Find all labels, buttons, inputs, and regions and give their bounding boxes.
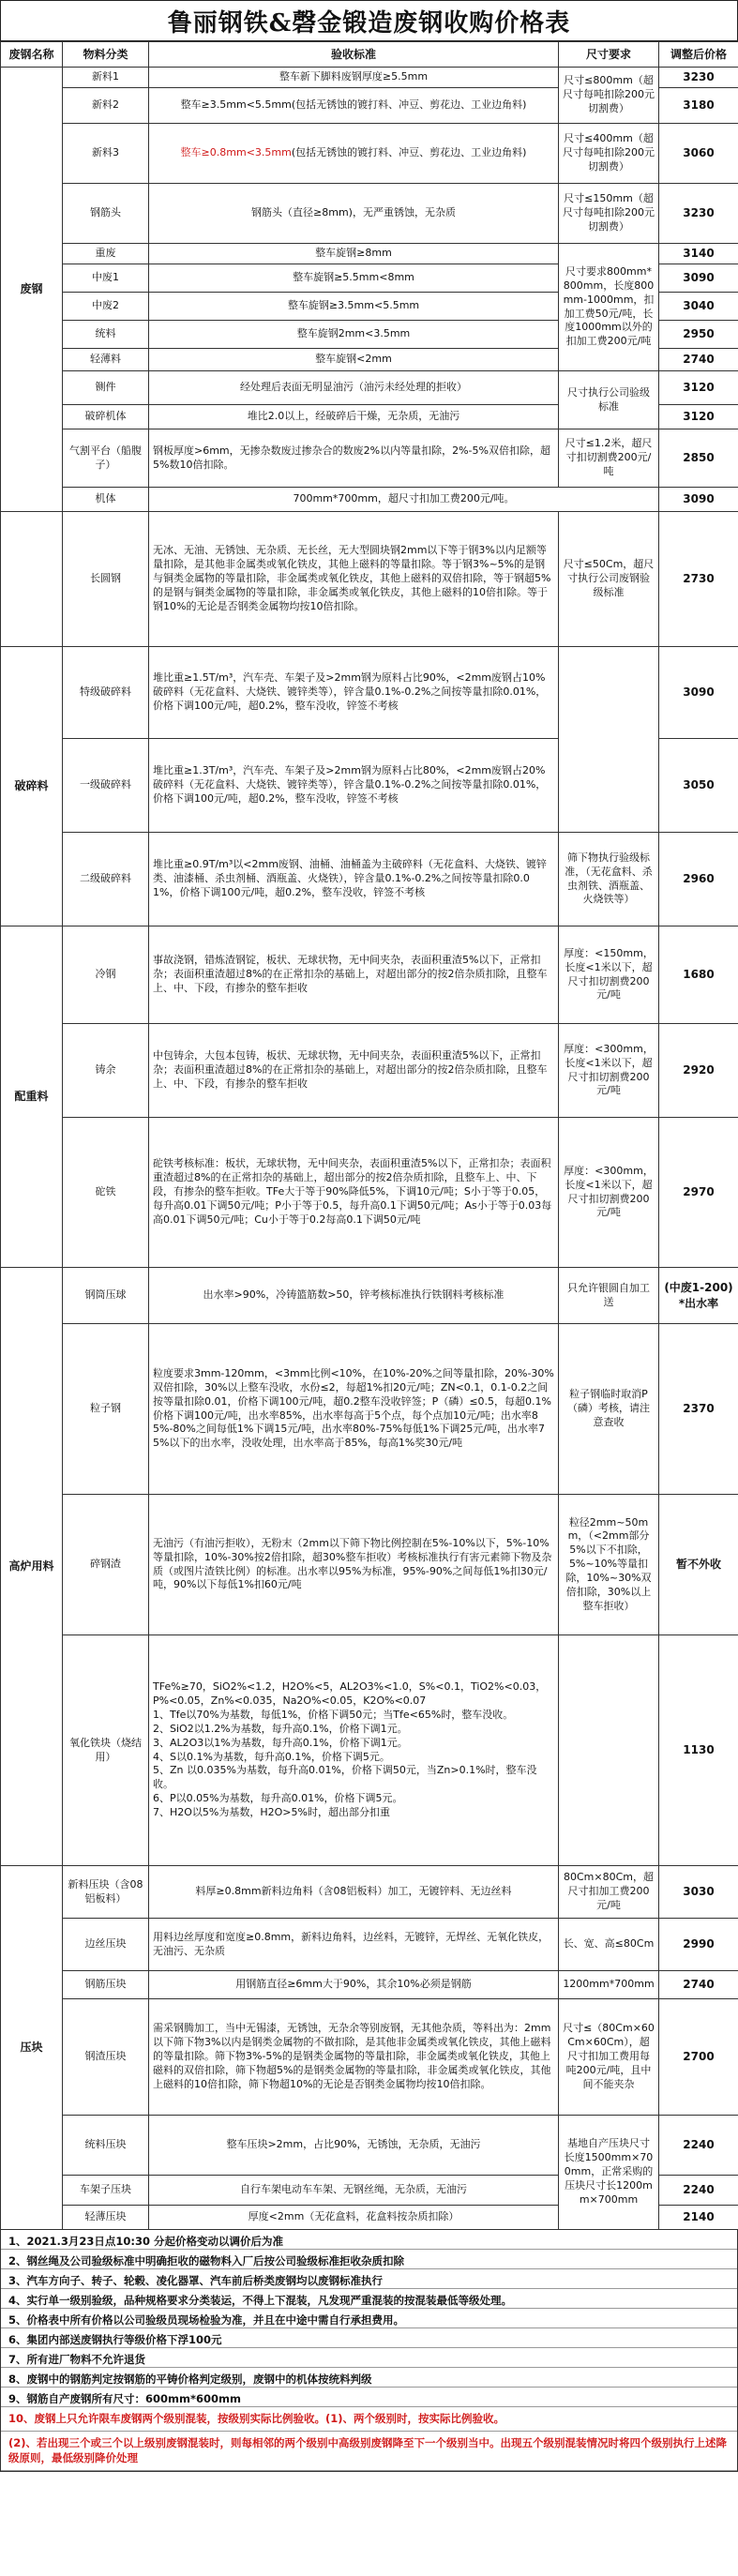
material-class-cell: 钢渣压块 <box>63 1999 149 2116</box>
table-row <box>1 833 738 926</box>
note-item: 5、价格表中所有价格以公司验级员现场检验为准，并且在中途中需自行承担费用。 <box>1 2309 737 2328</box>
category-cell: 配重料 <box>1 926 63 1268</box>
price-cell: 3230 <box>659 184 738 244</box>
standard-cell: 事故浇钢，错炼渣钢锭，板状、无球状物，无中间夹杂，表面积重渣5%以下，正常扣杂；表面积重渣超过8%的在正常扣杂的基础上，对超出部分的按2倍杂质扣除，且整车上、中、下段，有掺杂的整车拒收 <box>149 926 559 1024</box>
price-cell: (中废1-200) *出水率 <box>659 1268 738 1324</box>
material-class-cell: 中废2 <box>63 293 149 321</box>
standard-cell: 需采钢腾加工，当中无锡漆，无锈蚀，无杂余等别废钢，无其他杂质，等料出为：2mm以下筛下物3%以内是钢类金属物的不做扣除，是其他非金属类或氧化铁皮，其他上磁料的等量扣除。筛下物3%-5%的是钢类金属物的等量扣除，非金属类或氧化铁皮，其他上磁料的双倍扣除，筛下物超5%的是钢类金属物的等量扣除，非金属类或氧化铁皮，其他上磁料的10倍扣除，筛下物超10%的无论是否钢类金属物均按10倍扣除。 <box>149 1999 559 2116</box>
category-cell: 破碎料 <box>1 647 63 926</box>
price-cell: 2850 <box>659 429 738 488</box>
table-row <box>1 124 738 184</box>
size-cell: 尺寸≤1.2米，超尺寸扣切割费200元/吨 <box>559 429 659 488</box>
price-cell: 2920 <box>659 1024 738 1118</box>
material-class-cell: 机体 <box>63 488 149 512</box>
price-cell: 3090 <box>659 647 738 739</box>
standard-cell: 中包铸余，大包本包铸，板状、无球状物，无中间夹杂，表面积重渣5%以下，正常扣杂；表面积重渣超过8%的在正常扣杂的基础上，对超出部分的按2倍杂质扣除，且整车上、中、下段，有掺杂的整车拒收 <box>149 1024 559 1118</box>
size-cell <box>559 647 659 833</box>
standard-cell: 经处理后表面无明显油污（油污未经处理的拒收） <box>149 371 559 405</box>
price-cell: 3040 <box>659 293 738 321</box>
price-cell: 3120 <box>659 405 738 429</box>
category-cell: 压块 <box>1 1866 63 2230</box>
table-row <box>1 1324 738 1495</box>
category-cell: 高炉用料 <box>1 1268 63 1866</box>
material-class-cell: 铡件 <box>63 371 149 405</box>
standard-cell: 整车旋钢≥5.5mm<8mm <box>149 264 559 293</box>
size-cell: 尺寸≤50Cm，超尺寸执行公司废钢验级标准 <box>559 512 659 647</box>
table-row <box>1 1919 738 1971</box>
table-row <box>1 1268 738 1324</box>
price-cell: 2730 <box>659 512 738 647</box>
price-cell: 3060 <box>659 124 738 184</box>
standard-cell: 堆比2.0以上，经破碎后干燥，无杂质，无油污 <box>149 405 559 429</box>
price-cell: 3140 <box>659 244 738 264</box>
standard-cell: 700mm*700mm，超尺寸扣加工费200元/吨。 <box>149 488 659 512</box>
table-row <box>1 2116 738 2176</box>
price-cell: 1680 <box>659 926 738 1024</box>
price-cell: 3090 <box>659 264 738 293</box>
standard-cell: 堆比重≥0.9T/m³以<2mm废钢、油桶、油桶盖为主破碎料（无花盒料、大烧铁、镀锌类、油漆桶、杀虫剂桶、酒瓶盖、火烧铁），锌含量0.1%-0.2%之间按等量扣除0.01%，价格下调100元/吨，超0.2%，整车没收，锌签不考核 <box>149 833 559 926</box>
material-class-cell: 粒子钢 <box>63 1324 149 1495</box>
size-cell: 只允许银圆自加工送 <box>559 1268 659 1324</box>
table-row <box>1 184 738 244</box>
material-class-cell: 中废1 <box>63 264 149 293</box>
table-row <box>1 1024 738 1118</box>
standard-cell: 钢筋头（直径≥8mm)，无严重锈蚀，无杂质 <box>149 184 559 244</box>
material-class-cell: 特级破碎料 <box>63 647 149 739</box>
price-cell: 2140 <box>659 2206 738 2230</box>
standard-highlight: 整车≥0.8mm<3.5mm <box>180 146 292 159</box>
standard-cell: 堆比重≥1.5T/m³，汽车壳、车架子及>2mm钢为原料占比90%，<2mm废钢占10%破碎料（无花盒料、大烧铁、镀锌类等），锌含量0.1%-0.2%之间按等量扣除0.01%，价格下调100元/吨，超0.2%，整车没收，锌签不考核 <box>149 647 559 739</box>
price-cell: 1130 <box>659 1635 738 1866</box>
standard-cell: 用料边丝厚度和宽度≥0.8mm，新料边角料，边丝料，无镀锌，无焊丝、无氧化铁皮，无油污、无杂质 <box>149 1919 559 1971</box>
header-scrap-name: 废钢名称 <box>1 42 63 68</box>
standard-cell: 整车旋钢2mm<3.5mm <box>149 321 559 349</box>
price-cell: 3180 <box>659 88 738 124</box>
size-cell: 筛下物执行验级标准，（无花盒料、杀虫剂铁、酒瓶盖、火烧铁等） <box>559 833 659 926</box>
category-cell: 废钢 <box>1 68 63 512</box>
material-class-cell: 统料压块 <box>63 2116 149 2176</box>
standard-cell: TFe%≥70，SiO2%<1.2，H2O%<5，AL2O3%<1.0，S%<0.1，TiO2%<0.03，P%<0.05，Zn%<0.035，Na2O%<0.05，K2O%<0.07 1、Tfe以70%为基数，每低1%，价格下调50元；当Tfe<65%时，整车没收。 2、SiO2以1.2%为基数，每升高0.1%，价格下调1元。 3、AL2O3以1%为基数，每升高0.1%，价格下调1元。 4、S以0.1%为基数，每升高0.1%，价格下调5元。 5、Zn 以0.035%为基数，每升高0.01%，价格下调50元，当Zn>0.1%时，整车没收。 6、P以0.05%为基数，每升高0.01%，价格下调5元。 7、H2O以5%为基数，H2O>5%时，超出部分扣重 <box>149 1635 559 1866</box>
size-cell: 长、宽、高≤80Cm <box>559 1919 659 1971</box>
material-class-cell: 新料3 <box>63 124 149 184</box>
material-class-cell: 车架子压块 <box>63 2176 149 2206</box>
standard-cell: 堆比重≥1.3T/m³，汽车壳、车架子及>2mm钢为原料占比80%，<2mm废钢占20%破碎料（无花盒料、大烧铁、镀锌类等），锌含量0.1%-0.2%之间按等量扣除0.01%，价格下调100元/吨，超0.2%，整车没收，锌签不考核 <box>149 739 559 833</box>
material-class-cell: 重废 <box>63 244 149 264</box>
material-class-cell: 砣铁 <box>63 1118 149 1268</box>
table-row <box>1 1866 738 1919</box>
note-item: 8、废钢中的钢筋判定按钢筋的平铸价格判定级别，废钢中的机体按统料判级 <box>1 2368 737 2388</box>
note-item: 7、所有进厂物料不允许退货 <box>1 2348 737 2368</box>
price-cell: 2740 <box>659 349 738 371</box>
table-row <box>1 429 738 488</box>
table-row <box>1 371 738 405</box>
material-class-cell: 新料压块（含08铝板料） <box>63 1866 149 1919</box>
price-cell: 2240 <box>659 2176 738 2206</box>
price-cell: 2970 <box>659 1118 738 1268</box>
material-class-cell: 一级破碎料 <box>63 739 149 833</box>
size-cell: 尺寸要求800mm*800mm，长度800mm-1000mm，扣加工费50元/吨，长度1000mm以外的扣加工费200元/吨 <box>559 244 659 371</box>
size-cell: 80Cm×80Cm，超尺寸扣加工费200元/吨 <box>559 1866 659 1919</box>
table-row <box>1 1635 738 1866</box>
price-cell: 3230 <box>659 68 738 88</box>
material-class-cell: 二级破碎料 <box>63 833 149 926</box>
material-class-cell: 新料1 <box>63 68 149 88</box>
note-item: 2、钢丝绳及公司验级标准中明确拒收的磁物料入厂后按公司验级标准拒收杂质扣除 <box>1 2250 737 2269</box>
size-cell: 粒径2mm~50mm，（<2mm部分5%以下不扣除，5%~10%等量扣除，10%~30%双倍扣除，30%以上整车拒收） <box>559 1495 659 1635</box>
material-class-cell: 破碎机体 <box>63 405 149 429</box>
price-cell: 3050 <box>659 739 738 833</box>
material-class-cell: 气割平台（船腹子） <box>63 429 149 488</box>
table-header-row <box>1 42 738 68</box>
header-acceptance-standard: 验收标准 <box>149 42 559 68</box>
standard-cell: 整车旋钢≥3.5mm<5.5mm <box>149 293 559 321</box>
material-class-cell: 冷钢 <box>63 926 149 1024</box>
material-class-cell: 统料 <box>63 321 149 349</box>
notes-section <box>0 2230 738 2472</box>
standard-cell: 厚度<2mm（无花盒料，花盒料按杂质扣除） <box>149 2206 559 2230</box>
note-item-red: (2)、若出现三个或三个以上级别废钢混装时，则每相邻的两个级别中高级别废钢降至下一个级别当中。出现五个级别混装情况时将四个级别执行上述降级原则，最低级别降价处理 <box>1 2432 737 2471</box>
table-row <box>1 1118 738 1268</box>
note-item-red: 10、废钢上只允许限车废钢两个级别混装，按级别实际比例验收。(1)、两个级别时，按实际比例验收。 <box>1 2407 737 2432</box>
price-cell: 2740 <box>659 1971 738 1999</box>
material-class-cell: 轻薄料 <box>63 349 149 371</box>
price-cell: 3030 <box>659 1866 738 1919</box>
header-adjusted-price: 调整后价格 <box>659 42 738 68</box>
header-size-requirement: 尺寸要求 <box>559 42 659 68</box>
standard-cell: 整车压块>2mm，占比90%，无锈蚀，无杂质，无油污 <box>149 2116 559 2176</box>
table-row <box>1 1971 738 1999</box>
material-class-cell: 新料2 <box>63 88 149 124</box>
price-cell: 3090 <box>659 488 738 512</box>
standard-cell: 粒度要求3mm-120mm，<3mm比例<10%，在10%-20%之间等量扣除，20%-30%双倍扣除，30%以上整车没收，水份≤2，每超1%扣20元/吨；ZN<0.1，0.1-0.2之间按等量扣除0.01，价格下调100元/吨，超0.2整车没收锌签；P（磷）≤0.5，每超0.1%价格下调100元/吨，出水率85%，出水率每高于5个点，每个点加10元/吨；出水率85%-80%之间每低1%下调15元/吨，出水率80%-75%每低1%下调25元/吨，出水率75%以下的出水率，没收处理，出水率高于85%，每高1%奖30元/吨 <box>149 1324 559 1495</box>
material-class-cell: 钢筋头 <box>63 184 149 244</box>
standard-cell: 出水率>90%，冷铸篮筋数>50，锌考核标准执行铁钢料考核标准 <box>149 1268 559 1324</box>
standard-cell: 钢板厚度>6mm，无掺杂数废过掺杂合的数废2%以内等量扣除，2%-5%双倍扣除，超5%数10倍扣除。 <box>149 429 559 488</box>
standard-cell <box>149 124 559 184</box>
size-cell: 厚度：<300mm，长度<1米以下，超尺寸扣切割费200元/吨 <box>559 1118 659 1268</box>
material-class-cell: 铸余 <box>63 1024 149 1118</box>
price-cell: 3120 <box>659 371 738 405</box>
note-item: 3、汽车方向子、转子、轮毂、凌化器罩、汽车前后桥类废钢均以废钢标准执行 <box>1 2269 737 2289</box>
size-cell: 尺寸执行公司验级标准 <box>559 371 659 429</box>
price-cell: 2960 <box>659 833 738 926</box>
table-row <box>1 926 738 1024</box>
table-row <box>1 647 738 739</box>
standard-cell: 自行车架电动车车架、无钢丝绳，无杂质，无油污 <box>149 2176 559 2206</box>
standard-cell: 无油污（有油污拒收），无粉末（2mm以下筛下物比例控制在5%-10%以下，5%-10%等量扣除，10%-30%按2倍扣除，超30%整车拒收）考核标准执行有害元素筛下物及杂质（或图片渣铁比例）的标准。出水率以95%为标准，95%-90%之间每低1%扣30元/吨，90%以下每低1%扣60元/吨 <box>149 1495 559 1635</box>
material-class-cell: 碎钢渣 <box>63 1495 149 1635</box>
standard-cell: 砣铁考核标准：板状，无球状物，无中间夹杂，表面积重渣5%以下，正常扣杂；表面积重渣超过8%的在正常扣杂的基础上，超出部分的按2倍杂质扣除，且整车上、中、下段，有掺杂的整车拒收。TFe大于等于90%降低5%，下调10元/吨；S小于等于0.05，每升高0.01下调50元/吨；P小于等于0.5，每升高0.1下调50元/吨；As小于等于0.03每高0.01下调50元/吨；Cu小于等于0.2每高0.1下调50元/吨 <box>149 1118 559 1268</box>
material-class-cell: 氧化铁块（烧结用） <box>63 1635 149 1866</box>
size-cell: 尺寸≤（80Cm×60Cm×60Cm），超尺寸扣加工费用每吨200元/吨，且中间不能夹杂 <box>559 1999 659 2116</box>
size-cell: 尺寸≤400mm（超尺寸每吨扣除200元切割费） <box>559 124 659 184</box>
size-cell <box>559 1635 659 1866</box>
standard-cell: 整车旋钢≥8mm <box>149 244 559 264</box>
size-cell: 尺寸≤800mm（超尺寸每吨扣除200元切割费） <box>559 68 659 124</box>
price-cell: 2950 <box>659 321 738 349</box>
material-class-cell: 轻薄压块 <box>63 2206 149 2230</box>
price-cell: 2700 <box>659 1999 738 2116</box>
page-title: 鲁丽钢铁&磬金锻造废钢收购价格表 <box>0 0 738 41</box>
price-cell: 2240 <box>659 2116 738 2176</box>
category-cell <box>1 512 63 647</box>
price-cell: 2990 <box>659 1919 738 1971</box>
price-table <box>0 41 738 2230</box>
price-cell: 2370 <box>659 1324 738 1495</box>
standard-cell: 整车旋钢<2mm <box>149 349 559 371</box>
standard-cell: 整车新下脚料废钢厚度≥5.5mm <box>149 68 559 88</box>
material-class-cell: 钢筒压球 <box>63 1268 149 1324</box>
table-row <box>1 1999 738 2116</box>
note-item: 1、2021.3月23日点10:30 分起价格变动以调价后为准 <box>1 2230 737 2250</box>
size-cell: 粒子钢临时取消P（磷）考核，请注意查收 <box>559 1324 659 1495</box>
table-row <box>1 68 738 88</box>
size-cell: 尺寸≤150mm（超尺寸每吨扣除200元切割费） <box>559 184 659 244</box>
header-material-class: 物料分类 <box>63 42 149 68</box>
material-class-cell: 边丝压块 <box>63 1919 149 1971</box>
table-row <box>1 1495 738 1635</box>
note-item: 4、实行单一级别验级，品种规格要求分类装运，不得上下混装，凡发现严重混装的按混装最低等级处理。 <box>1 2289 737 2309</box>
note-item: 9、钢筋自产废钢所有尺寸：600mm*600mm <box>1 2388 737 2407</box>
table-row <box>1 512 738 647</box>
material-class-cell: 钢筋压块 <box>63 1971 149 1999</box>
standard-cell: 用钢筋直径≥6mm大于90%，其余10%必须是钢筋 <box>149 1971 559 1999</box>
size-cell: 基地自产压块尺寸长度1500mm×700mm，正常采购的压块尺寸长1200mm×700mm <box>559 2116 659 2230</box>
standard-text: (包括无锈蚀的镀打料、冲豆、剪花边、工业边角料) <box>291 146 527 159</box>
table-row <box>1 488 738 512</box>
size-cell: 厚度：<300mm，长度<1米以下，超尺寸扣切割费200元/吨 <box>559 1024 659 1118</box>
price-cell: 暂不外收 <box>659 1495 738 1635</box>
size-cell: 厚度：<150mm，长度<1米以下，超尺寸扣切割费200元/吨 <box>559 926 659 1024</box>
table-row <box>1 244 738 264</box>
size-cell: 1200mm*700mm <box>559 1971 659 1999</box>
standard-cell: 无冰、无油、无锈蚀、无杂质、无长丝，无大型圆块钢2mm以下等于钢3%以内足额等量扣除，是其他非金属类或氧化铁皮，其他上磁料的等量扣除。等于钢3%~5%的是钢与铜类金属物的等量扣除，非金属类或氧化铁皮，其他上磁料的双倍扣除，等于钢超5%的是钢与铜类金属物的等量扣除，非金属类或氧化铁皮，其他上磁料的10倍扣除。等于钢10%的无论是否钢类金属物均按10倍扣除。 <box>149 512 559 647</box>
standard-cell: 料厚≥0.8mm新料边角料（含08铝板料）加工，无镀锌料、无边丝料 <box>149 1866 559 1919</box>
note-item: 6、集团内部送废钢执行等级价格下浮100元 <box>1 2328 737 2348</box>
material-class-cell: 长圆钢 <box>63 512 149 647</box>
standard-cell: 整车≥3.5mm<5.5mm(包括无锈蚀的镀打料、冲豆、剪花边、工业边角料) <box>149 88 559 124</box>
